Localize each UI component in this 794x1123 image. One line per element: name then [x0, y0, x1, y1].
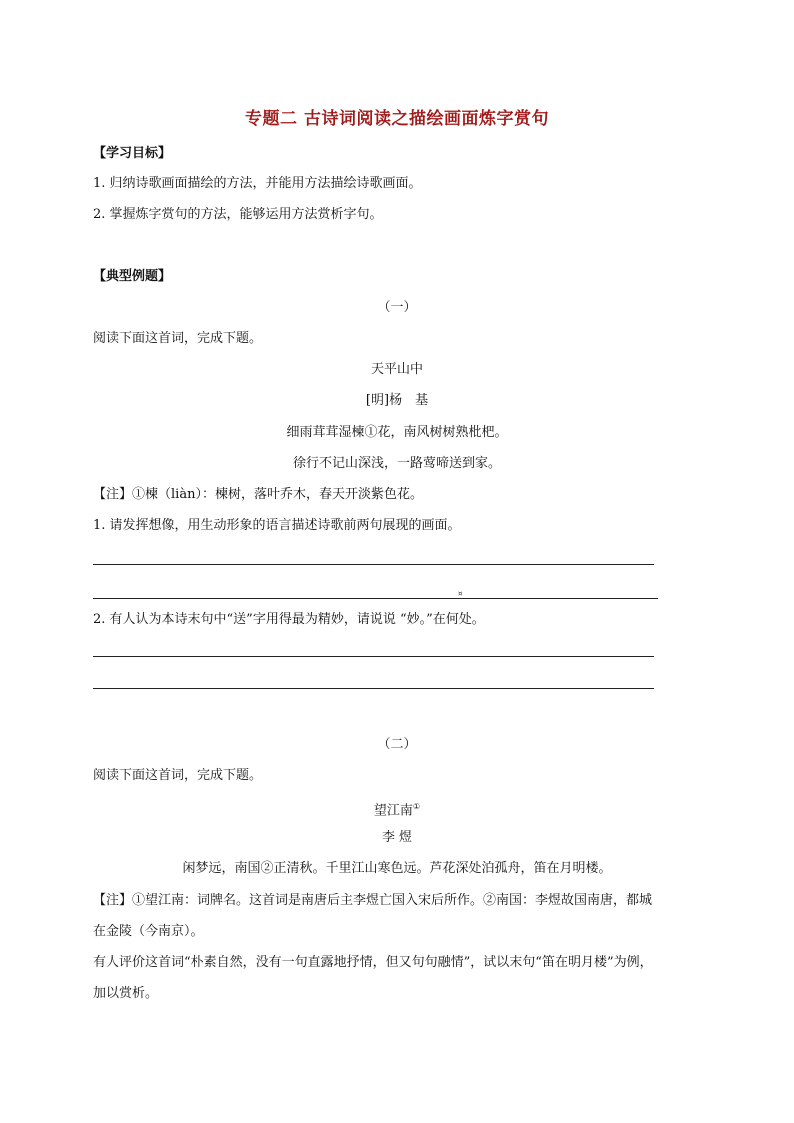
part1-note: 【注】①楝（liàn）：楝树，落叶乔木，春天开淡紫色花。	[93, 487, 423, 502]
answer-line[interactable]	[93, 564, 654, 565]
examples-header: 【典型例题】	[93, 269, 172, 284]
answer-line[interactable]	[93, 688, 654, 689]
small-mark: ¤	[458, 590, 463, 598]
part1-question-1: 1. 请发挥想像，用生动形象的语言描述诗歌前两句展现的画面。	[93, 518, 461, 533]
part2-note-line-2: 在金陵（今南京）。	[93, 924, 204, 939]
part1-poem-title: 天平山中	[370, 362, 423, 377]
part2-question-line-2: 加以赏析。	[93, 986, 159, 1001]
part2-poem-title-text: 望江南	[373, 803, 413, 819]
part1-poem-line-1: 细雨茸茸湿楝①花，南风树树熟枇杷。	[286, 425, 508, 440]
part1-question-2: 2. 有人认为本诗末句中“送”字用得最为精妙，请说说 “妙。”在何处。	[93, 612, 485, 627]
part1-instruction: 阅读下面这首词，完成下题。	[93, 331, 263, 346]
part1-poem-author: [明]杨 基	[365, 393, 429, 408]
part2-instruction: 阅读下面这首词，完成下题。	[93, 768, 263, 783]
answer-line[interactable]	[93, 598, 658, 599]
goals-header: 【学习目标】	[93, 146, 172, 161]
page-title: 专题二 古诗词阅读之描绘画面炼字赏句	[245, 109, 549, 129]
footnote-marker: ①	[412, 802, 421, 811]
part2-poem-title	[0, 798, 794, 820]
answer-line[interactable]	[93, 656, 654, 657]
part2-poem-author: 李 煜	[381, 830, 413, 845]
part2-question-line-1: 有人评价这首词“朴素自然，没有一句直露地抒情，但又句句融情”，试以末句“笛在明月楼”为例，	[93, 955, 653, 970]
part2-label: （二）	[377, 737, 417, 752]
goal-item-2: 2. 掌握炼字赏句的方法，能够运用方法赏析字句。	[93, 207, 383, 222]
part1-poem-line-2: 徐行不记山深浅，一路莺啼送到家。	[292, 456, 501, 471]
goal-item-1: 1. 归纳诗歌画面描绘的方法，并能用方法描绘诗歌画面。	[93, 176, 422, 191]
part1-label: （一）	[377, 300, 417, 315]
part2-note-line-1: 【注】①望江南：词牌名。这首词是南唐后主李煜亡国入宋后所作。②南国：李煜故国南唐，都城	[93, 893, 653, 908]
part2-poem-line: 闲梦远，南国②正清秋。千里江山寒色远。芦花深处泊孤舟，笛在月明楼。	[182, 861, 612, 876]
